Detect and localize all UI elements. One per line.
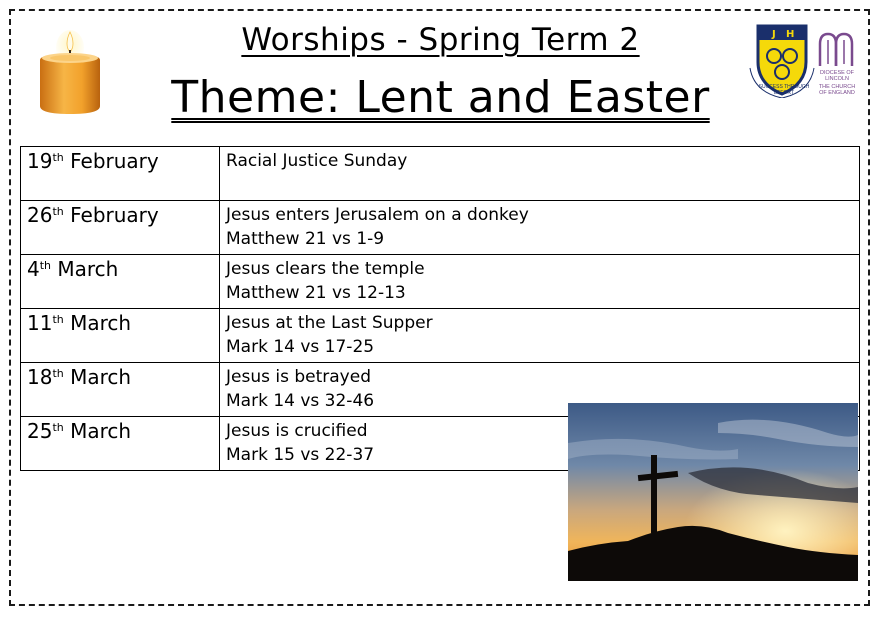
diocese-label xyxy=(815,70,859,96)
date-cell: 19th February xyxy=(21,147,220,201)
page-subtitle: Worships - Spring Term 2 xyxy=(241,22,640,58)
date-cell: 11th March xyxy=(21,309,220,363)
event-cell: Jesus clears the temple Matthew 21 vs 12-13 xyxy=(220,255,860,309)
table-row xyxy=(21,147,860,201)
cross-sunset-image xyxy=(568,403,858,581)
diocese-name: DIOCESE OF LINCOLN xyxy=(820,70,854,82)
page-title: Theme: Lent and Easter xyxy=(171,72,710,123)
event-cell: Jesus at the Last Supper Mark 14 vs 17-25 xyxy=(220,309,860,363)
date-cell: 25th March xyxy=(21,417,220,471)
svg-text:H: H xyxy=(786,29,795,40)
school-initials: J xyxy=(772,29,776,40)
event-cell: Jesus is betrayed Mark 14 vs 32-46 xyxy=(220,363,860,417)
event-cell: Racial Justice Sunday xyxy=(220,147,860,201)
date-cell: 26th February xyxy=(21,201,220,255)
table-row xyxy=(21,201,860,255)
event-cell: Jesus is crucified Mark 15 vs 22-37 xyxy=(220,417,860,471)
school-motto: SUCCESS THROUGH EFFORT xyxy=(758,84,810,96)
event-cell: Jesus enters Jerusalem on a donkey Matthew 21 vs 1-9 xyxy=(220,201,860,255)
church-name: THE CHURCH OF ENGLAND xyxy=(818,84,856,96)
date-cell: 18th March xyxy=(21,363,220,417)
table-row xyxy=(21,255,860,309)
date-cell: 4th March xyxy=(21,255,220,309)
table-row xyxy=(21,309,860,363)
